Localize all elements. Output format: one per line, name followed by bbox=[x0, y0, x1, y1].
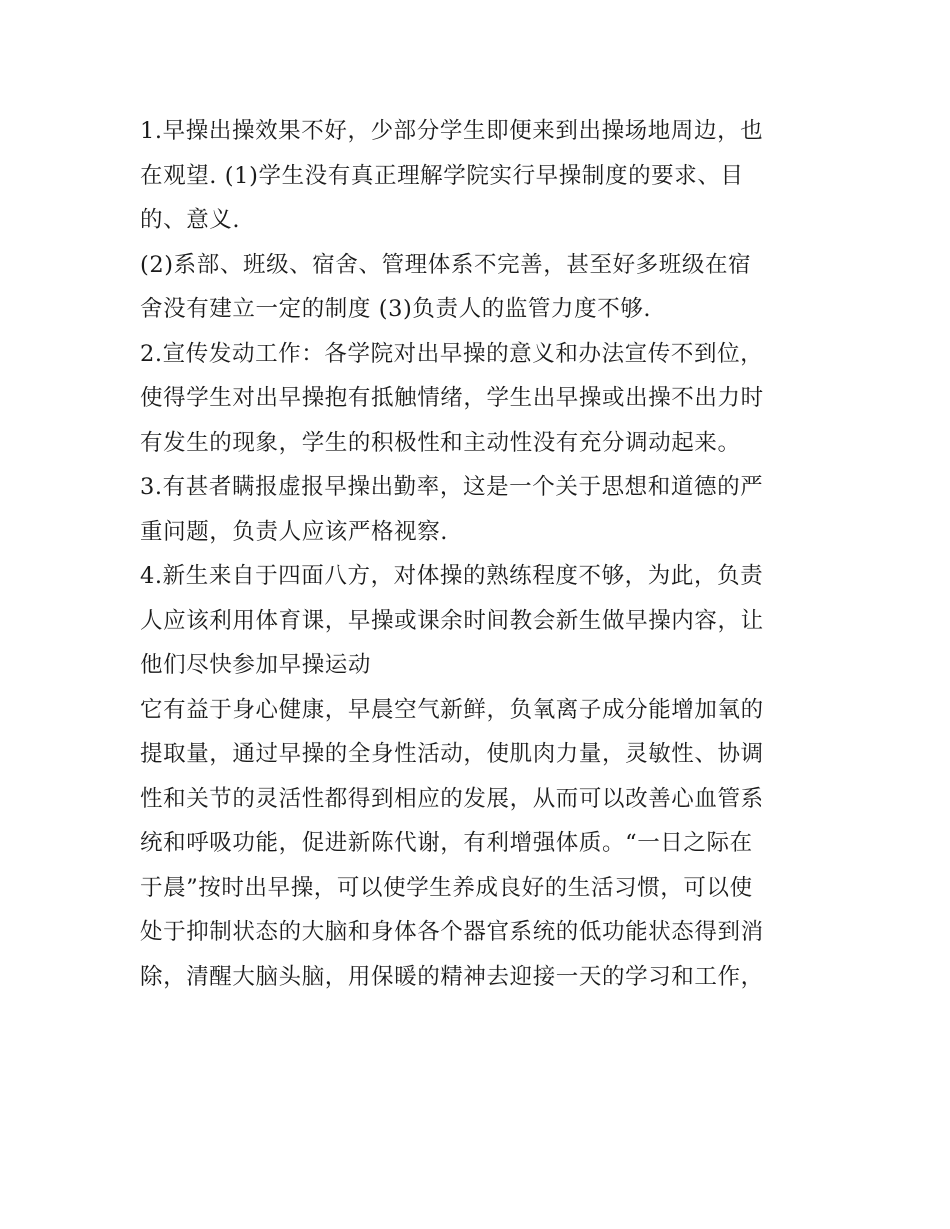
text-line: 处于抑制状态的大脑和身体各个器官系统的低功能状态得到消 bbox=[140, 919, 764, 945]
text-line: 除，清醒大脑头脑，用保暖的精神去迎接一天的学习和工作， bbox=[140, 963, 764, 990]
text-line: 重问题，负责人应该严格视察. bbox=[140, 518, 449, 545]
text-line: 1.早操出操效果不好，少部分学生即便来到出操场地周边，也 bbox=[140, 118, 764, 144]
text-line: 的、意义. bbox=[140, 207, 241, 233]
text-line: 有发生的现象，学生的积极性和主动性没有充分调动起来。 bbox=[140, 429, 741, 456]
text-line: 性和关节的灵活性都得到相应的发展，从而可以改善心血管系 bbox=[140, 785, 764, 812]
text-line: 他们尽快参加早操运动 bbox=[140, 652, 372, 678]
text-line: 舍没有建立一定的制度 (3)负责人的监管力度不够. bbox=[140, 296, 652, 322]
text-line: 在观望. (1)学生没有真正理解学院实行早操制度的要求、目 bbox=[140, 162, 744, 189]
text-line: 提取量，通过早操的全身性活动，使肌肉力量，灵敏性、协调 bbox=[140, 741, 764, 767]
text-line: 统和呼吸功能，促进新陈代谢，有利增强体质。“一日之际在 bbox=[140, 830, 753, 856]
text-line: 于晨”按时出早操，可以使学生养成良好的生活习惯，可以使 bbox=[140, 874, 753, 901]
text-line: 使得学生对出早操抱有抵触情绪，学生出早操或出操不出力时 bbox=[140, 385, 764, 411]
text-line: 4.新生来自于四面八方，对体操的熟练程度不够，为此，负责 bbox=[140, 563, 764, 589]
text-line: 人应该利用体育课，早操或课余时间教会新生做早操内容，让 bbox=[140, 607, 764, 634]
text-line: 3.有甚者瞒报虚报早操出勤率，这是一个关于思想和道德的严 bbox=[140, 474, 764, 500]
body-text bbox=[140, 109, 820, 999]
text-line: 它有益于身心健康，早晨空气新鲜，负氧离子成分能增加氧的 bbox=[140, 696, 764, 723]
text-line: (2)系部、班级、宿舍、管理体系不完善，甚至好多班级在宿 bbox=[140, 251, 752, 278]
text-line: 2.宣传发动工作：各学院对出早操的意义和办法宣传不到位， bbox=[140, 340, 764, 367]
